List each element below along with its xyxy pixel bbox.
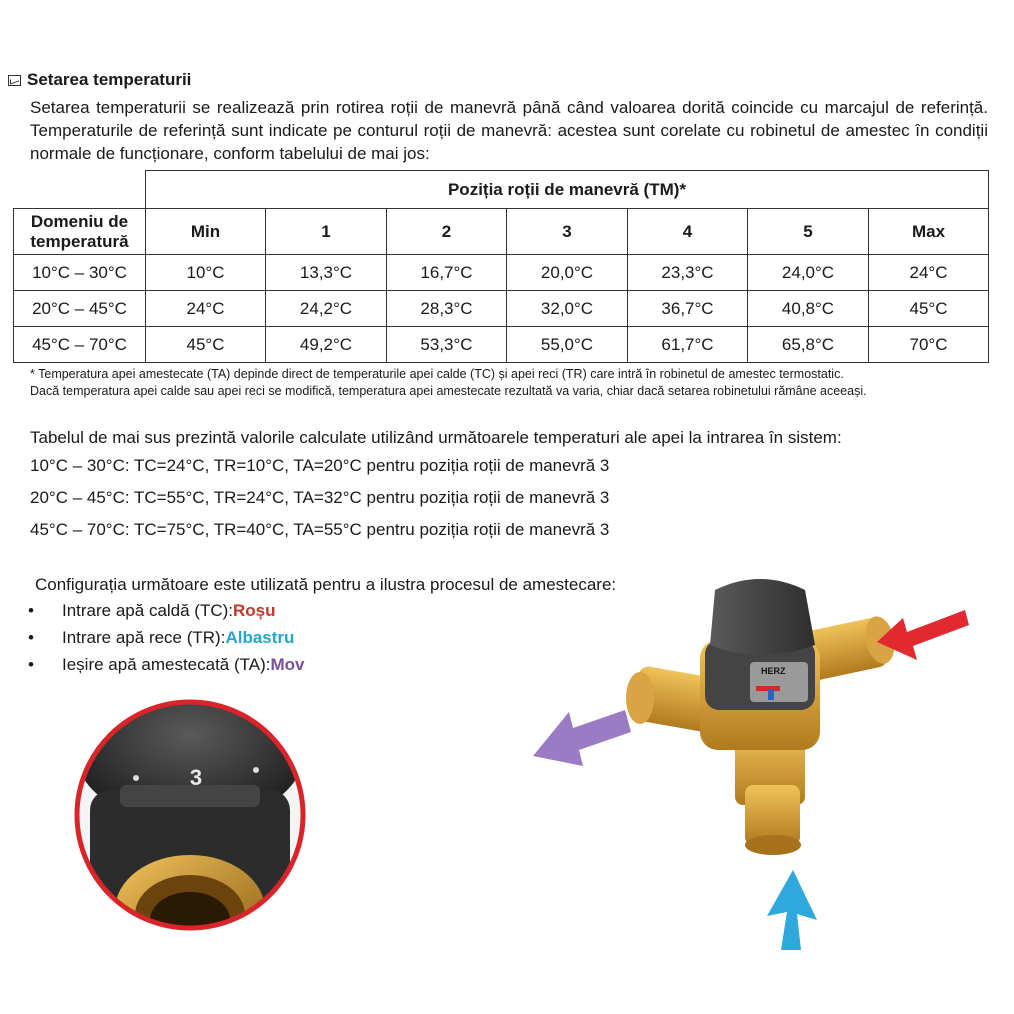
table-row xyxy=(14,291,989,327)
group-header: Poziția roții de manevră (TM)* xyxy=(146,171,989,209)
value-cell: 24,0°C xyxy=(748,255,869,291)
value-cell: 20,0°C xyxy=(507,255,628,291)
value-cell: 36,7°C xyxy=(628,291,748,327)
mixed-label: Mov xyxy=(270,655,305,674)
bullet-text: Intrare apă caldă (TC): xyxy=(62,601,234,620)
valve-knob xyxy=(710,579,815,655)
footnote xyxy=(30,366,1010,400)
table-row xyxy=(14,255,989,291)
list-item xyxy=(28,628,294,648)
value-cell: 61,7°C xyxy=(628,327,748,363)
value-cell: 45°C xyxy=(869,291,989,327)
col-header: 2 xyxy=(387,209,507,255)
knob-closeup-image xyxy=(70,690,330,950)
col-header: Max xyxy=(869,209,989,255)
checkbox-icon xyxy=(8,75,21,86)
value-cell: 24°C xyxy=(869,255,989,291)
col-header: 5 xyxy=(748,209,869,255)
list-item xyxy=(28,655,305,675)
value-cell: 10°C xyxy=(146,255,266,291)
calc-line: 10°C – 30°C: TC=24°C, TR=10°C, TA=20°C pentru poziția roții de manevră 3 xyxy=(30,456,610,475)
heading-text: Setarea temperaturii xyxy=(27,70,192,89)
bullet-text: Intrare apă rece (TR): xyxy=(62,628,226,647)
calc-line: 45°C – 70°C: TC=75°C, TR=40°C, TA=55°C pentru poziția roții de manevră 3 xyxy=(30,520,610,539)
cold-label: Albastru xyxy=(225,628,295,647)
knob-number: 3 xyxy=(189,765,203,790)
value-cell: 70°C xyxy=(869,327,989,363)
value-cell: 53,3°C xyxy=(387,327,507,363)
hot-label: Roșu xyxy=(233,601,276,620)
col-header: 4 xyxy=(628,209,748,255)
section-heading xyxy=(8,70,191,90)
bullet-dot: • xyxy=(28,601,34,620)
value-cell: 28,3°C xyxy=(387,291,507,327)
value-cell: 24,2°C xyxy=(266,291,387,327)
range-cell: 10°C – 30°C xyxy=(14,255,146,291)
value-cell: 55,0°C xyxy=(507,327,628,363)
bullet-dot: • xyxy=(28,655,34,674)
col-header: Min xyxy=(146,209,266,255)
marker-dot xyxy=(133,775,139,781)
calc-intro: Tabelul de mai sus prezintă valorile calculate utilizând următoarele temperaturi ale apei la intrarea în sistem: xyxy=(30,428,842,447)
brand-logo: HERZ xyxy=(761,666,786,676)
footnote-line: Dacă temperatura apei calde sau apei reci se modifică, temperatura apei amestecate rezultată va varia, chiar dacă setarea robinetului rămâne aceeași. xyxy=(30,384,867,398)
value-cell: 65,8°C xyxy=(748,327,869,363)
mixed-outlet-arrow xyxy=(533,710,631,766)
intro-paragraph: Setarea temperaturii se realizează prin rotirea roții de manevră până când valoarea dorită coincide cu marcajul de referință. Temperaturile de referință sunt indicate pe conturul roții de manevră: acestea sunt corelate cu robinetul de amestec în condiții normale de funcționare, conform tabelului de mai jos: xyxy=(30,98,988,163)
value-cell: 49,2°C xyxy=(266,327,387,363)
value-cell: 16,7°C xyxy=(387,255,507,291)
row-header: Domeniu de temperatură xyxy=(14,209,146,255)
value-cell: 32,0°C xyxy=(507,291,628,327)
cold-inlet-arrow xyxy=(767,870,817,950)
col-header: 1 xyxy=(266,209,387,255)
table-row xyxy=(14,327,989,363)
list-item xyxy=(28,601,276,621)
config-intro: Configurația următoare este utilizată pentru a ilustra procesul de amestecare: xyxy=(35,575,617,594)
range-cell: 20°C – 45°C xyxy=(14,291,146,327)
bullet-dot: • xyxy=(28,628,34,647)
mixing-valve-image xyxy=(525,570,970,955)
marker-dot xyxy=(253,767,259,773)
range-cell: 45°C – 70°C xyxy=(14,327,146,363)
footnote-line: * Temperatura apei amestecate (TA) depinde direct de temperaturile apei calde (TC) și apei reci (TR) care intră în robinetul de amestec termostatic. xyxy=(30,367,844,381)
value-cell: 40,8°C xyxy=(748,291,869,327)
value-cell: 23,3°C xyxy=(628,255,748,291)
col-header: 3 xyxy=(507,209,628,255)
value-cell: 45°C xyxy=(146,327,266,363)
calc-line: 20°C – 45°C: TC=55°C, TR=24°C, TA=32°C pentru poziția roții de manevră 3 xyxy=(30,488,610,507)
value-cell: 13,3°C xyxy=(266,255,387,291)
value-cell: 24°C xyxy=(146,291,266,327)
bullet-text: Ieșire apă amestecată (TA): xyxy=(62,655,271,674)
temperature-table xyxy=(13,170,989,363)
table-corner xyxy=(14,171,146,209)
